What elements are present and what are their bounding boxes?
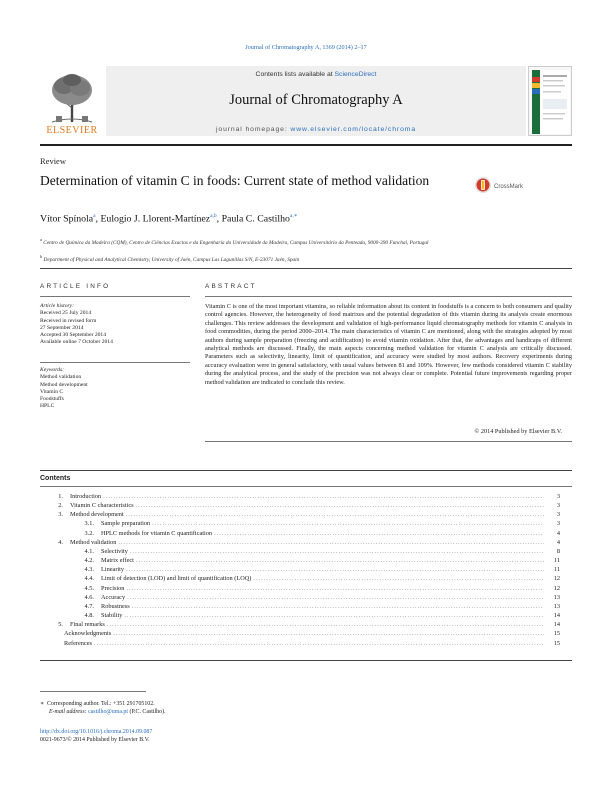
toc-page-number: 3 (556, 502, 560, 510)
masthead-rule (40, 144, 572, 146)
toc-title-link[interactable]: Vitamin C characteristics (70, 502, 134, 510)
toc-title-link[interactable]: Stability (101, 612, 123, 620)
toc-number: 3.1. (84, 520, 94, 528)
toc-leader-dots (107, 620, 544, 629)
toc-title-link[interactable]: Linearity (101, 566, 125, 574)
toc-number: 4.3. (84, 566, 94, 574)
journal-homepage-line (106, 126, 526, 133)
footnote-rule (40, 691, 146, 692)
toc-entry[interactable] (40, 556, 560, 565)
toc-entry[interactable] (40, 574, 560, 583)
toc-title-link[interactable]: Introduction (70, 493, 102, 500)
affiliation-mark: a (40, 237, 42, 242)
affiliation-mark: b (40, 254, 43, 259)
toc-title-link[interactable]: References (64, 639, 92, 647)
toc-number: 1. (58, 493, 63, 500)
elsevier-wordmark: ELSEVIER (46, 125, 98, 136)
keywords-title: Keywords: (40, 367, 65, 373)
footnote-marker: ∗ (40, 701, 45, 707)
keyword-item: Method validation (40, 374, 82, 381)
history-item: Available online 7 October 2014 (40, 339, 113, 346)
abstract-heading: ABSTRACT (205, 283, 257, 290)
toc-title-link[interactable]: Accuracy (101, 593, 126, 601)
contents-heading-rule (40, 486, 572, 487)
toc-entry[interactable] (40, 510, 560, 519)
toc-entry[interactable] (40, 492, 560, 501)
toc-entry[interactable] (40, 538, 560, 547)
issn-line: 0021-9673/© 2014 Published by Elsevier B.V. (40, 737, 150, 743)
history-item: Received 25 July 2014 (40, 310, 92, 317)
toc-leader-dots (214, 529, 544, 538)
toc-page-number: 4 (556, 529, 560, 537)
toc-title-link[interactable]: Limit of detection (LOD) and limit of quantification (LOQ) (101, 575, 252, 583)
toc-page-number: 8 (556, 547, 560, 555)
keywords (40, 367, 190, 411)
affiliation-text: Centro de Química da Madeira (CQM), Centro de Ciências Exactas e da Engenharia da Universidade da Madeira, Campus Universitário da Penteada, 9000-390 Funchal, Portugal (43, 239, 429, 246)
toc-page-number: 11 (553, 557, 560, 565)
toc-number: 3.2. (84, 529, 94, 537)
author-affil-mark[interactable]: a,∗ (289, 213, 298, 219)
history-item: Accepted 30 September 2014 (40, 332, 107, 339)
toc-title-link[interactable]: Method validation (70, 538, 117, 546)
toc-number: 4.6. (84, 593, 94, 601)
author-name: Paula C. Castilho (221, 213, 290, 225)
toc-leader-dots (94, 639, 544, 648)
journal-title: Journal of Chromatography A (229, 92, 403, 108)
toc-entry[interactable] (40, 501, 560, 510)
footnote-corresponding-text: Corresponding author. Tel.: +351 291705102. (46, 701, 155, 707)
crossmark-badge[interactable] (474, 176, 540, 194)
toc-number: 4.1. (84, 547, 94, 555)
corresponding-author-footnote (40, 700, 166, 716)
keywords-rule (40, 362, 190, 363)
toc-page-number: 15 (553, 630, 560, 638)
journal-banner (106, 66, 526, 136)
toc-title-link[interactable]: HPLC methods for vitamin C quantification (101, 529, 213, 537)
toc-entry[interactable] (40, 639, 560, 648)
toc-page-number: 3 (556, 520, 560, 528)
toc-entry[interactable] (40, 565, 560, 574)
toc-page-number: 12 (553, 584, 560, 592)
history-item: 27 September 2014 (40, 324, 84, 331)
author-affil-mark[interactable]: a (93, 213, 96, 219)
toc-leader-dots (130, 547, 544, 556)
toc-entry[interactable] (40, 547, 560, 556)
toc-title-link[interactable]: Acknowledgments (64, 630, 112, 638)
toc-number: 2. (58, 502, 63, 510)
toc-leader-dots (136, 501, 544, 510)
toc-entry[interactable] (40, 602, 560, 611)
toc-entry[interactable] (40, 519, 560, 528)
toc-number: 4.4. (84, 575, 94, 583)
toc-entry[interactable] (40, 620, 560, 629)
email-label: E-mail address: (49, 709, 87, 715)
toc-leader-dots (253, 574, 544, 583)
toc-leader-dots (126, 584, 544, 593)
contents-available-line (106, 71, 526, 78)
email-suffix: (P.C. Castilho). (129, 709, 166, 715)
toc-number: 4.7. (84, 602, 94, 610)
toc-entry[interactable] (40, 611, 560, 620)
keyword-item: Foodstuffs (40, 396, 64, 403)
article-info-heading: ARTICLE INFO (40, 283, 111, 290)
toc-leader-dots (126, 510, 544, 519)
doi-link[interactable]: http://dx.doi.org/10.1016/j.chroma.2014.09.087 (40, 729, 153, 735)
author-email-link[interactable]: castilho@uma.pt (88, 709, 129, 715)
contents-heading: Contents (40, 475, 71, 482)
history-title: Article history: (40, 303, 75, 309)
contents-bottom-rule (40, 660, 572, 661)
keyword-item: Method development (40, 381, 88, 388)
abstract-text: Vitamin C is one of the most important vitamins, so reliable information about its content in foodstuffs is a concern to both consumers and quality control agencies. However, the heterogeneity of food matrixes and the potential degradation of this vitamin during its analysis create enormous challenges. This review addresses the development and validation of high-performance liquid chromatography methods for vitamin C analysis in food commodities, during the period 2000–2014. The main characteristics of vitamin C are mentioned, along with the strategies adopted by most authors during sample preparation (freezing and acidification) to avoid vitamin oxidation. After that, the advantages and handicaps of different analytical methods are discussed. Finally, the main aspects concerning method validation for vitamin C analysis are critically discussed. Parameters such as selectivity, linearity, limit of quantification, and accuracy were studied by most authors. Recovery experiments during accuracy evaluation were in general satisfactory, with usual values between 81 and 109%. However, few methods considered vitamin C stability during the analytical process, and the study of the precision was not always clear or complete. Potential future improvements regarding proper method validation are indicated to conclude this review. (205, 303, 572, 386)
keyword-item: Vitamin C (40, 388, 64, 395)
toc-page-number: 13 (553, 593, 560, 601)
toc-page-number: 3 (556, 493, 560, 500)
toc-entry[interactable] (40, 584, 560, 593)
toc-page-number: 14 (553, 612, 560, 620)
toc-entry[interactable] (40, 629, 560, 638)
author-list: Vítor Spínola$^a$, Eulogio J. Llorent-Martínez$^{a,b}$, Paula C. Castilho$^{a,∗}$ (40, 213, 298, 225)
footnote-corresponding (40, 700, 166, 708)
article-title: Determination of vitamin C in foods: Current state of method validation (40, 173, 430, 188)
toc-page-number: 4 (556, 538, 560, 546)
toc-page-number: 14 (553, 621, 560, 629)
article-type: Review (40, 156, 66, 166)
affiliation-text: Department of Physical and Analytical Chemistry, University of Jaén, Campus Las Lagunillas S/N, E-23071 Jaén, Spain (43, 256, 300, 263)
toc-page-number: 3 (556, 511, 560, 519)
table-of-contents (40, 492, 560, 648)
author-name: Vítor Spínola (40, 213, 94, 225)
toc-entry[interactable] (40, 529, 560, 538)
toc-number: 4. (58, 538, 63, 546)
toc-title-link[interactable]: Robustness (101, 602, 130, 610)
journal-citation-link[interactable]: Journal of Chromatography A, 1369 (2014) 2–17 (245, 44, 367, 51)
toc-page-number: 11 (553, 566, 560, 574)
author-name: Eulogio J. Llorent-Martínez (100, 213, 211, 225)
toc-title-link[interactable]: Matrix effect (101, 557, 134, 565)
homepage-prefix: journal homepage: (216, 126, 291, 133)
contents-top-rule (40, 470, 572, 471)
footnote-email-line (40, 708, 166, 716)
toc-number: 4.2. (84, 557, 94, 565)
elsevier-logo (40, 66, 104, 136)
toc-title-link[interactable]: Sample preparation (101, 520, 151, 528)
toc-leader-dots (126, 565, 544, 574)
toc-page-number: 13 (553, 602, 560, 610)
crossmark-label: CrossMark (494, 184, 524, 190)
toc-leader-dots (127, 593, 544, 602)
section-rule (40, 268, 572, 269)
toc-leader-dots (118, 538, 544, 547)
toc-leader-dots (113, 629, 544, 638)
author-affil-mark[interactable]: a,b (210, 213, 217, 219)
toc-title-link[interactable]: Selectivity (101, 547, 128, 555)
toc-leader-dots (152, 519, 544, 528)
affiliation-a (40, 236, 572, 247)
toc-number: 5. (58, 621, 63, 629)
toc-number: 4.5. (84, 584, 94, 592)
affiliation-b (40, 253, 572, 264)
toc-number: 3. (58, 511, 63, 519)
toc-page-number: 15 (553, 639, 560, 647)
toc-page-number: 12 (553, 575, 560, 583)
toc-title-link[interactable]: Method development (70, 511, 124, 519)
sciencedirect-link[interactable]: ScienceDirect (334, 71, 377, 78)
keyword-item: HPLC (40, 403, 55, 410)
abstract-rule (205, 296, 572, 297)
article-info-rule (40, 296, 190, 297)
toc-number: 4.8. (84, 612, 94, 620)
toc-entry[interactable] (40, 593, 560, 602)
toc-title-link[interactable]: Final remarks (70, 621, 105, 629)
toc-leader-dots (124, 611, 544, 620)
article-history (40, 303, 190, 347)
contents-prefix: Contents lists available at (255, 71, 335, 78)
toc-title-link[interactable]: Precision (101, 584, 125, 592)
history-item: Received in revised form (40, 317, 97, 324)
toc-leader-dots (103, 492, 544, 501)
toc-leader-dots (136, 556, 544, 565)
masthead (40, 66, 572, 138)
abstract-copyright: © 2014 Published by Elsevier B.V. (474, 428, 562, 435)
abstract-bottom-rule (205, 441, 572, 442)
journal-homepage-link[interactable]: www.elsevier.com/locate/chroma (290, 126, 416, 133)
journal-cover-thumbnail (528, 66, 572, 136)
toc-leader-dots (132, 602, 544, 611)
